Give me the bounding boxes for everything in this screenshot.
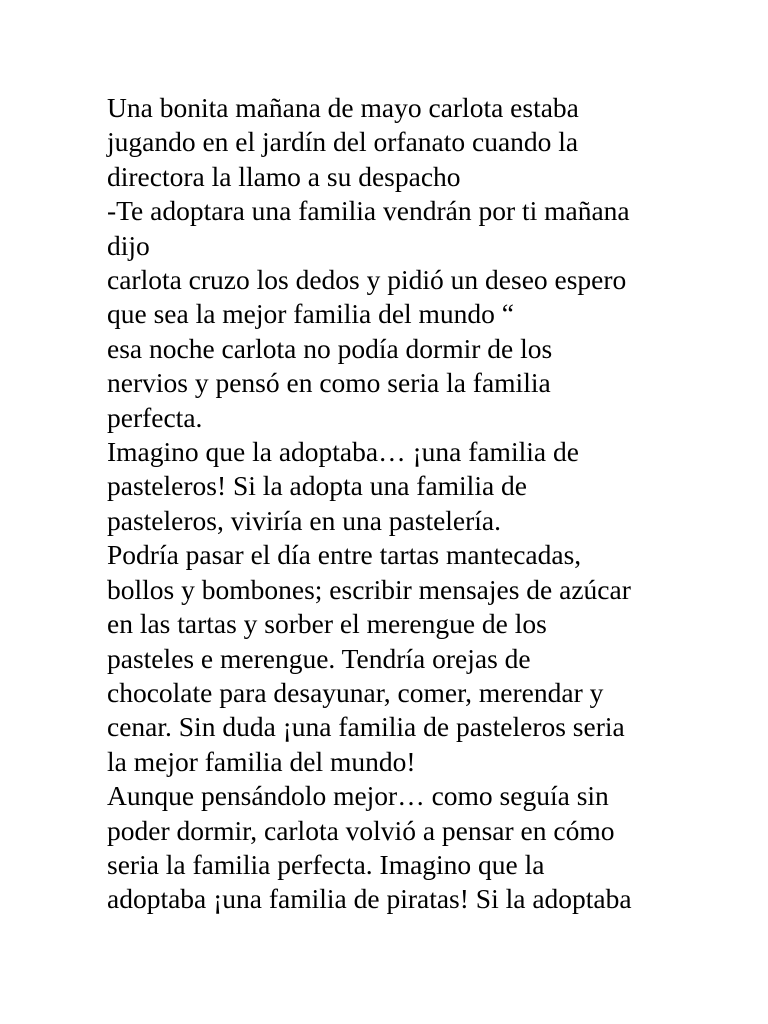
text-line: la mejor familia del mundo! bbox=[107, 745, 416, 777]
text-line: perfecta. bbox=[107, 401, 203, 433]
text-line: directora la llamo a su despacho bbox=[107, 160, 461, 192]
text-line: Aunque pensándolo mejor… como seguía sin bbox=[107, 780, 609, 812]
text-line: adoptaba ¡una familia de piratas! Si la adoptaba bbox=[107, 883, 632, 915]
story-text bbox=[107, 91, 747, 917]
text-line: carlota cruzo los dedos y pidió un deseo espero bbox=[107, 264, 627, 296]
text-line: chocolate para desayunar, comer, merendar y bbox=[107, 676, 604, 708]
text-line: -Te adoptara una familia vendrán por ti mañana bbox=[107, 195, 630, 227]
text-line: Imagino que la adoptaba… ¡una familia de bbox=[107, 436, 579, 468]
text-line: nervios y pensó en como seria la familia bbox=[107, 367, 551, 399]
text-line: dijo bbox=[107, 229, 150, 261]
text-line: cenar. Sin duda ¡una familia de pasteleros seria bbox=[107, 711, 625, 743]
text-line: seria la familia perfecta. Imagino que la bbox=[107, 848, 545, 880]
text-line: jugando en el jardín del orfanato cuando la bbox=[107, 126, 579, 158]
text-line: poder dormir, carlota volvió a pensar en cómo bbox=[107, 814, 615, 846]
text-line: pasteles e merengue. Tendría orejas de bbox=[107, 642, 531, 674]
text-line: que sea la mejor familia del mundo “ bbox=[107, 298, 515, 330]
text-line: pasteleros! Si la adopta una familia de bbox=[107, 470, 527, 502]
text-line: Una bonita mañana de mayo carlota estaba bbox=[107, 92, 579, 123]
text-line: Podría pasar el día entre tartas mantecadas, bbox=[107, 539, 582, 571]
text-line: en las tartas y sorber el merengue de los bbox=[107, 608, 547, 640]
text-line: bollos y bombones; escribir mensajes de azúcar bbox=[107, 573, 631, 605]
text-line: pasteleros, viviría en una pastelería. bbox=[107, 504, 502, 536]
text-line: esa noche carlota no podía dormir de los bbox=[107, 332, 553, 364]
